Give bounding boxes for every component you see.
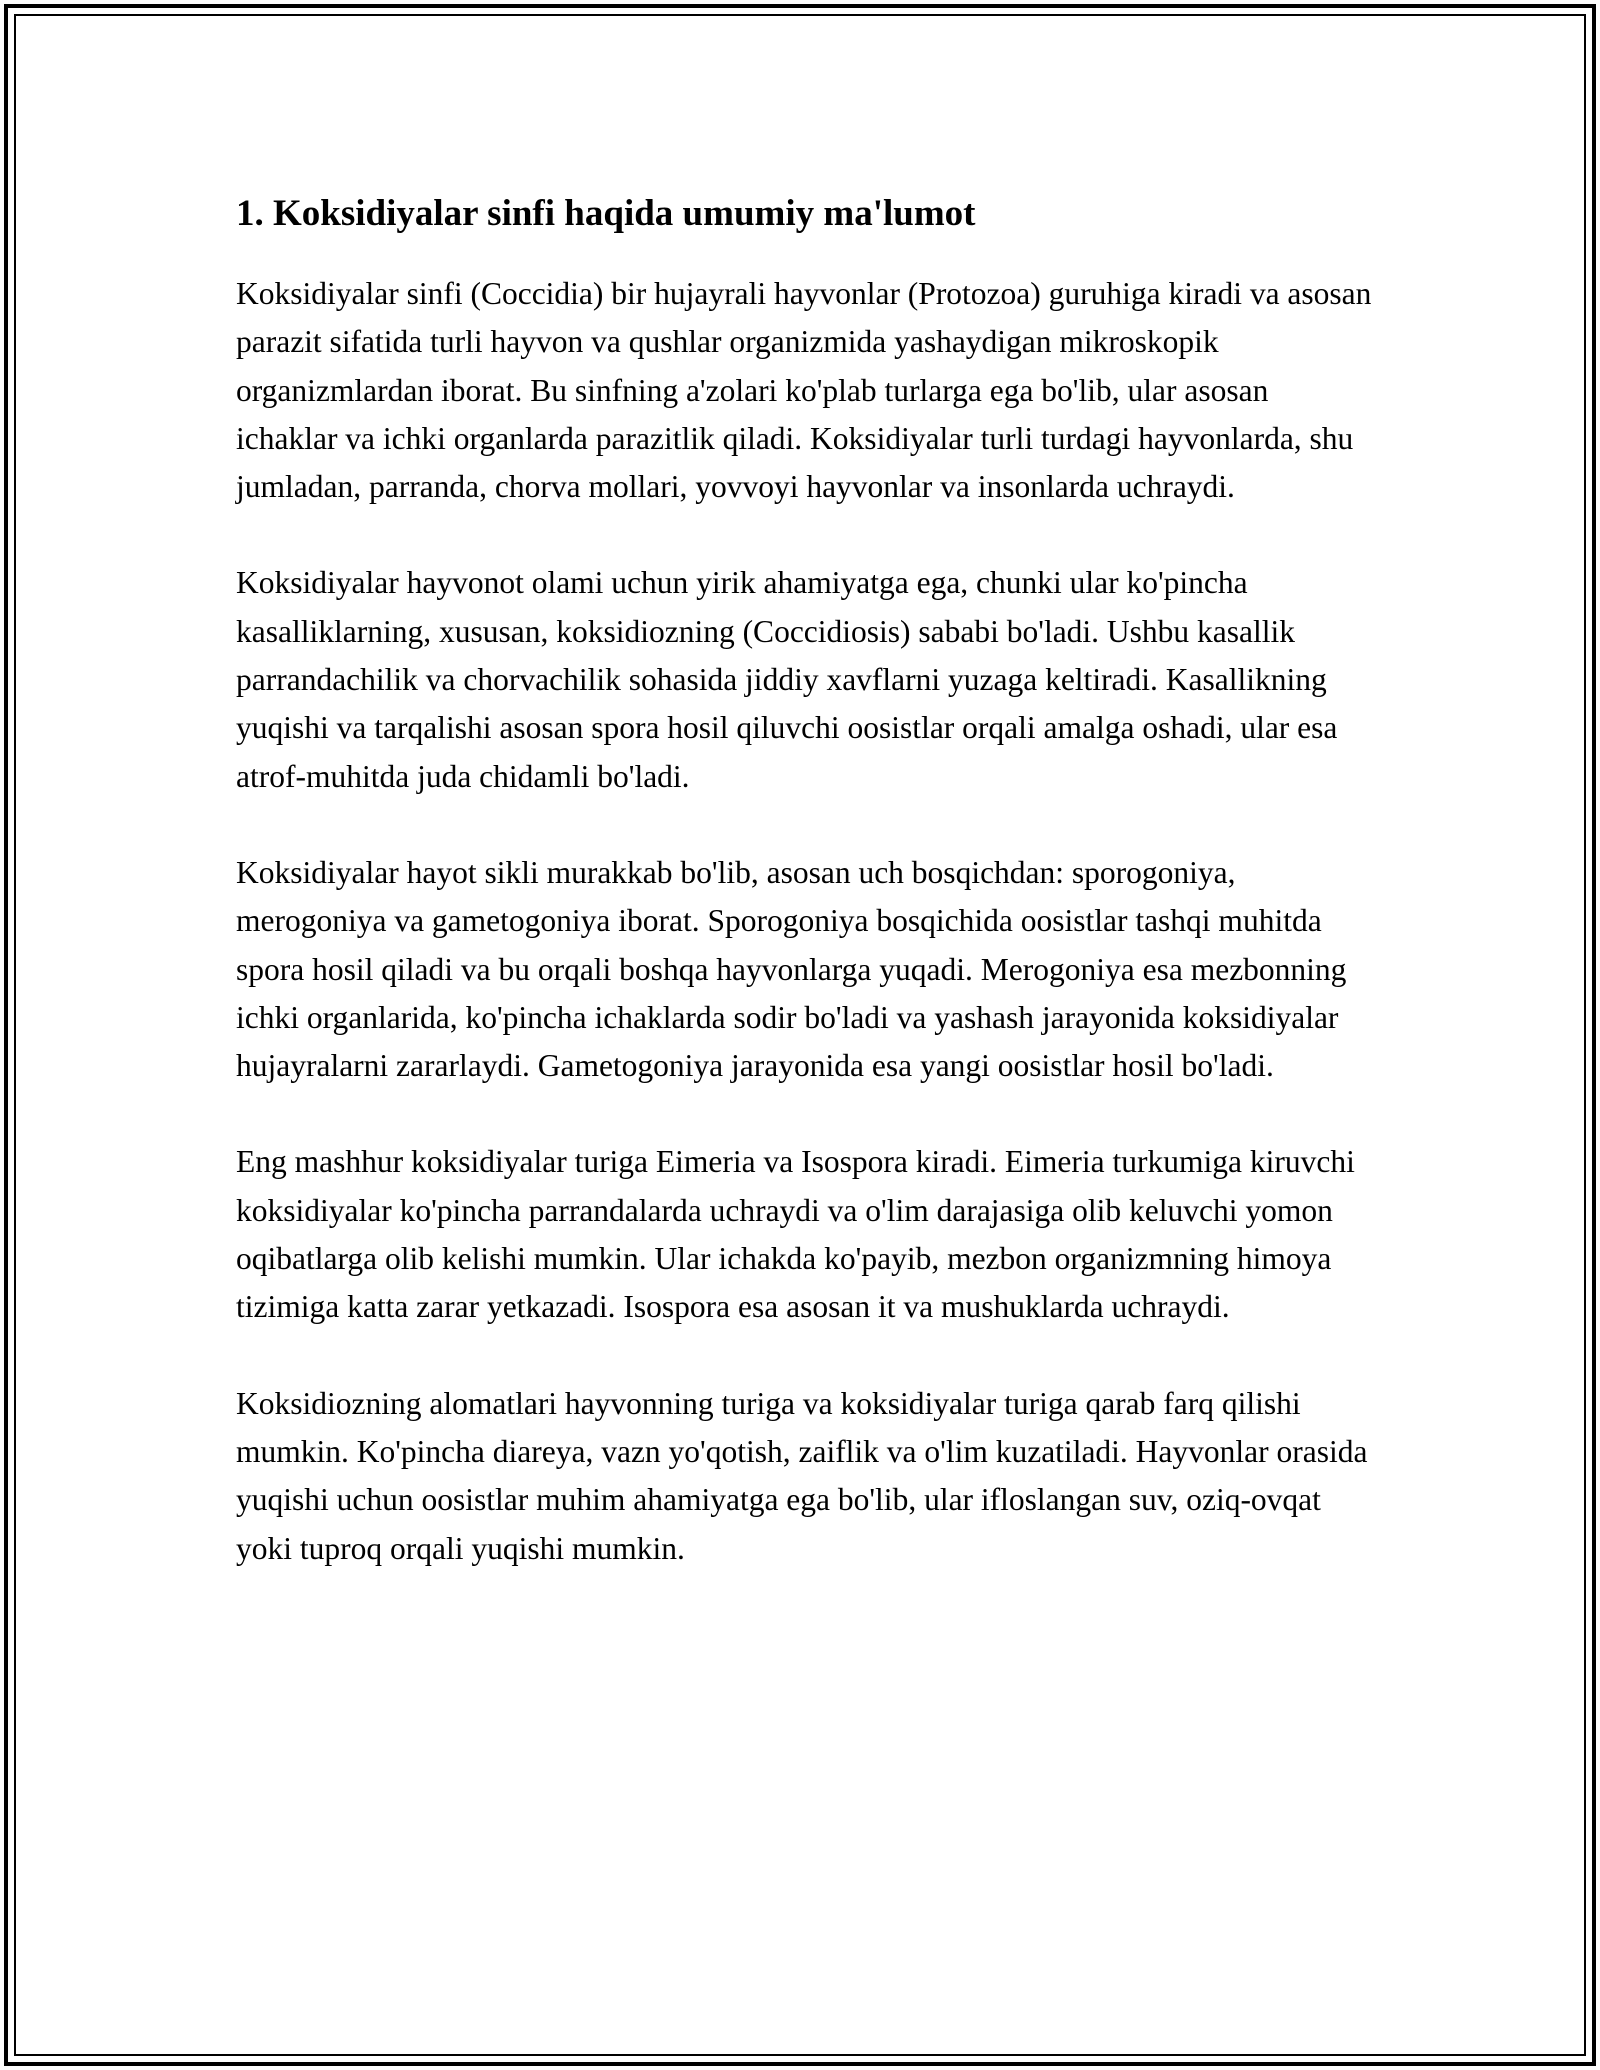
paragraph-1: Koksidiyalar sinfi (Coccidia) bir hujayrali hayvonlar (Protozoa) guruhiga kiradi va asosan parazit sifatida turli hayvon va qushlar organizmida yashaydigan mikroskopik organizmlardan iborat. Bu sinfning a'zolari ko'plab turlarga ega bo'lib, ular asosan ichaklar va ichki organlarda parazitlik qiladi. Koksidiyalar turli turdagi hayvonlarda, shu jumladan, parranda, chorva mollari, yovvoyi hayvonlar va insonlarda uchraydi. xyxy=(236,276,1372,505)
section-heading: 1. Koksidiyalar sinfi haqida umumiy ma'lumot xyxy=(236,193,976,234)
paragraph-5: Koksidiozning alomatlari hayvonning turiga va koksidiyalar turiga qarab farq qilishi mumkin. Ko'pincha diareya, vazn yo'qotish, zaiflik va o'lim kuzatiladi. Hayvonlar orasida yuqishi uchun oosistlar muhim ahamiyatga ega bo'lib, ular ifloslangan suv, oziq-ovqat yoki tuproq orqali yuqishi mumkin. xyxy=(236,1385,1368,1566)
paragraph-4: Eng mashhur koksidiyalar turiga Eimeria va Isospora kiradi. Eimeria turkumiga kiruvchi koksidiyalar ko'pincha parrandalarda uchraydi va o'lim darajasiga olib keluvchi yomon oqibatlarga olib kelishi mumkin. Ular ichakda ko'payib, mezbon organizmning himoya tizimiga katta zarar yetkazadi. Isospora esa asosan it va mushuklarda uchraydi. xyxy=(236,1144,1355,1325)
paragraph-2: Koksidiyalar hayvonot olami uchun yirik ahamiyatga ega, chunki ular ko'pincha kasalliklarning, xususan, koksidiozning (Coccidiosis) sababi bo'ladi. Ushbu kasallik parrandachilik va chorvachilik sohasida jiddiy xavflarni yuzaga keltiradi. Kasallikning yuqishi va tarqalishi asosan spora hosil qiluvchi oosistlar orqali amalga oshadi, ular esa atrof-muhitda juda chidamli bo'ladi. xyxy=(236,565,1338,794)
document-body xyxy=(236,186,1376,1621)
paragraph-3: Koksidiyalar hayot sikli murakkab bo'lib, asosan uch bosqichdan: sporogoniya, merogoniya va gametogoniya iborat. Sporogoniya bosqichida oosistlar tashqi muhitda spora hosil qiladi va bu orqali boshqa hayvonlarga yuqadi. Merogoniya esa mezbonning ichki organlarida, ko'pincha ichaklarda sodir bo'ladi va yashash jarayonida koksidiyalar hujayralarni zararlaydi. Gametogoniya jarayonida esa yangi oosistlar hosil bo'ladi. xyxy=(236,854,1347,1084)
